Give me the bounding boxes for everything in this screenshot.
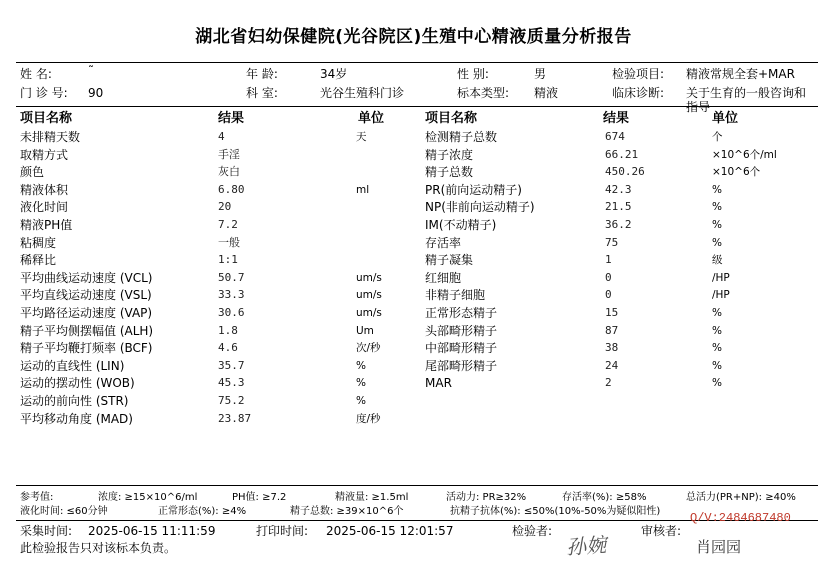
row-item-name: 运动的前向性 (STR) (20, 394, 129, 408)
row-unit: % (712, 236, 722, 249)
row-result-value: 7.2 (218, 218, 238, 231)
row-result-value: 30.6 (218, 306, 245, 319)
row-unit: % (712, 377, 722, 390)
row-item-name: 精子总数 (425, 165, 474, 180)
left-header-unit: 单位 (358, 111, 385, 126)
row-unit: um/s (356, 271, 382, 284)
row-unit: 次/秒 (356, 342, 381, 355)
row-item-name: IM(不动精子) (425, 218, 497, 232)
row-unit: % (712, 307, 722, 319)
ref-liquefaction: 液化时间: ≤60分钟 (20, 506, 108, 517)
row-item-name: 精子浓度 (425, 147, 474, 162)
print-time-value: 2025-06-15 12:01:57 (326, 524, 454, 538)
row-result-value: 0 (605, 288, 612, 302)
collect-time-value: 2025-06-15 11:11:59 (88, 524, 216, 538)
sample-type-value: 精液 (534, 86, 559, 100)
row-result-value: 1:1 (218, 253, 238, 267)
ref-antisperm: 抗精子抗体(%): ≤50%(10%-50%为疑似阳性) (450, 506, 661, 517)
row-unit: um/s (356, 307, 382, 319)
report-title: 湖北省妇幼保健院(光谷院区)生殖中心精液质量分析报告 (195, 27, 632, 47)
dept-label: 科 室: (246, 86, 278, 100)
ref-total-sperm: 精子总数: ≥39×10^6个 (290, 506, 404, 517)
row-item-name: 非精子细胞 (425, 288, 486, 303)
row-result-value: 1 (605, 253, 612, 267)
row-item-name: NP(非前向运动精子) (425, 200, 535, 215)
clinic-no-label: 门 诊 号: (20, 86, 68, 100)
right-header-unit: 单位 (712, 111, 739, 126)
right-header-result: 结果 (603, 111, 630, 126)
row-unit: % (356, 377, 366, 390)
row-unit: ×10^6个 (712, 166, 761, 179)
row-item-name: 运动的直线性 (LIN) (20, 358, 125, 373)
row-item-name: 平均路径运动速度 (VAP) (20, 306, 153, 320)
row-item-name: 未排精天数 (20, 130, 81, 144)
row-item-name: 粘稠度 (20, 235, 57, 250)
examiner-label: 检验者: (512, 524, 553, 538)
row-unit: 天 (356, 131, 367, 143)
watermark-contact: Q/V:2484687480 (690, 511, 791, 525)
row-item-name: 平均曲线运动速度 (VCL) (20, 270, 153, 285)
row-item-name: 精子平均鞭打频率 (BCF) (20, 341, 153, 356)
name-label: 姓 名: (20, 67, 52, 81)
row-result-value: 42.3 (605, 182, 632, 196)
sample-type-label: 标本类型: (457, 86, 510, 100)
reviewer-label: 审核者: (641, 524, 682, 538)
dept-value: 光谷生殖科门诊 (320, 86, 405, 100)
row-result-value: 36.2 (605, 218, 632, 231)
row-unit: % (712, 201, 722, 214)
row-result-value: 75 (605, 235, 619, 249)
row-result-value: 674 (605, 130, 625, 143)
row-item-name: 颜色 (20, 165, 45, 180)
row-unit: % (712, 342, 722, 355)
row-unit: Um (356, 324, 374, 337)
row-item-name: 正常形态精子 (425, 306, 498, 320)
test-item-value: 精液常规全套+MAR (686, 67, 795, 81)
row-result-value: 4 (218, 130, 225, 143)
clinic-no-value: 90 (88, 86, 104, 100)
examiner-signature: 孙婉 (565, 532, 607, 560)
row-result-value: 33.3 (218, 288, 245, 302)
reference-divider (16, 485, 818, 486)
diagnosis-label: 临床诊断: (612, 86, 665, 100)
row-item-name: 中部畸形精子 (425, 341, 498, 356)
gender-value: 男 (534, 67, 547, 81)
row-item-name: 检测精子总数 (425, 130, 498, 144)
test-item-label: 检验项目: (612, 67, 665, 81)
row-unit: um/s (356, 289, 382, 302)
row-item-name: PR(前向运动精子) (425, 182, 522, 197)
row-unit: % (712, 324, 722, 337)
row-result-value: 一般 (218, 235, 240, 249)
ref-concentration: 浓度: ≥15×10^6/ml (98, 492, 198, 503)
row-unit: % (356, 395, 366, 407)
row-item-name: 精子凝集 (425, 253, 474, 268)
row-result-value: 450.26 (605, 165, 645, 179)
row-unit: /HP (712, 289, 730, 302)
row-result-value: 38 (605, 341, 619, 355)
header-divider (16, 106, 818, 107)
row-result-value: 50.7 (218, 270, 245, 284)
row-result-value: 35.7 (218, 358, 245, 372)
row-result-value: 45.3 (218, 376, 245, 390)
row-item-name: 精液体积 (20, 182, 69, 197)
diagnosis-clip (686, 84, 816, 114)
row-item-name: 头部畸形精子 (425, 323, 498, 338)
ref-motility: 活动力: PR≥32% (446, 492, 527, 503)
right-header-item: 项目名称 (425, 111, 478, 126)
row-result-value: 手淫 (218, 147, 240, 161)
name-value: ˜ (88, 64, 94, 78)
diagnosis-value: 关于生育的一般咨询和指导 (686, 86, 807, 114)
report-disclaimer: 此检验报告只对该标本负责。 (20, 541, 177, 555)
ref-volume: 精液量: ≥1.5ml (335, 492, 409, 503)
left-header-item: 项目名称 (20, 111, 73, 126)
row-unit: ml (356, 183, 370, 196)
row-item-name: 尾部畸形精子 (425, 358, 498, 373)
collect-time-label: 采集时间: (20, 524, 73, 538)
row-unit: % (712, 219, 722, 231)
row-item-name: MAR (425, 376, 452, 391)
row-result-value: 23.87 (218, 411, 252, 425)
row-unit: 个 (712, 131, 723, 143)
row-item-name: 运动的摆动性 (WOB) (20, 376, 135, 391)
row-unit: % (712, 183, 722, 196)
row-item-name: 精子平均侧摆幅值 (ALH) (20, 323, 154, 338)
row-result-value: 0 (605, 270, 612, 284)
top-divider (16, 62, 818, 63)
print-time-label: 打印时间: (256, 524, 309, 538)
row-item-name: 取精方式 (20, 147, 69, 162)
age-value: 34岁 (320, 67, 348, 81)
ref-vitality: 存活率(%): ≥58% (562, 492, 647, 503)
row-unit: /HP (712, 271, 730, 284)
row-result-value: 15 (605, 306, 619, 319)
row-item-name: 精液PH值 (20, 218, 73, 232)
row-result-value: 20 (218, 200, 232, 214)
ref-total-motility: 总活力(PR+NP): ≥40% (686, 492, 796, 503)
row-unit: % (356, 359, 366, 372)
row-result-value: 75.2 (218, 394, 245, 407)
row-unit: 级 (712, 254, 723, 267)
row-item-name: 稀释比 (20, 253, 57, 268)
row-unit: ×10^6个/ml (712, 148, 777, 161)
row-item-name: 液化时间 (20, 200, 69, 215)
ref-ph: PH值: ≥7.2 (232, 492, 287, 503)
ref-normal-morphology: 正常形态(%): ≥4% (158, 506, 247, 517)
row-result-value: 6.80 (218, 182, 245, 196)
row-result-value: 4.6 (218, 341, 238, 355)
row-unit: 度/秒 (356, 412, 381, 425)
left-header-result: 结果 (218, 111, 245, 126)
row-result-value: 24 (605, 358, 619, 372)
row-item-name: 红细胞 (425, 270, 462, 285)
row-unit: % (712, 359, 722, 372)
row-result-value: 66.21 (605, 147, 639, 161)
gender-label: 性 别: (457, 67, 489, 81)
row-result-value: 1.8 (218, 323, 238, 337)
reviewer-stamp: 肖园园 (696, 538, 742, 556)
reference-label: 参考值: (20, 492, 54, 503)
row-result-value: 21.5 (605, 200, 632, 214)
row-item-name: 平均直线运动速度 (VSL) (20, 288, 152, 303)
row-result-value: 87 (605, 323, 619, 337)
age-label: 年 龄: (246, 67, 278, 81)
row-item-name: 平均移动角度 (MAD) (20, 411, 133, 426)
row-result-value: 灰白 (218, 165, 240, 179)
row-result-value: 2 (605, 376, 612, 390)
row-item-name: 存活率 (425, 235, 462, 250)
